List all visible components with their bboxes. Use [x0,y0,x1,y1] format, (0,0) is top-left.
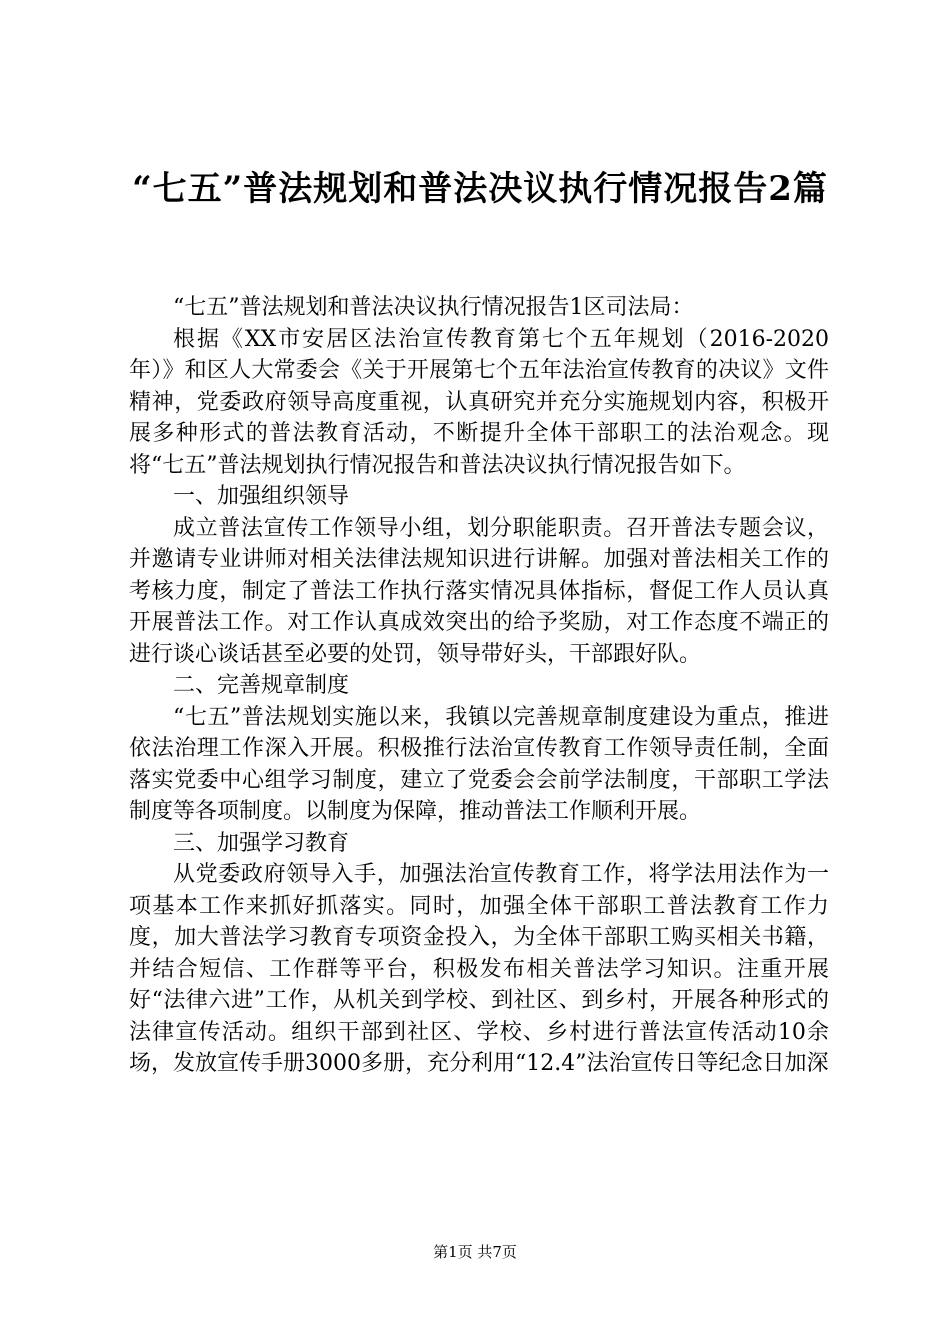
paragraph-basis: 根据《XX市安居区法治宣传教育第七个五年规划（2016-2020年）》和区人大常委会《关于开展第七个五年法治宣传教育的决议》文件精神，党委政府领导高度重视，认真研究并充分实施规划内容，积极开展多种形式的普法教育活动，不断提升全体干部职工的法治观念。现将“七五”普法规划执行情况报告和普法决议执行情况报告如下。 [129,326,829,478]
section-heading-1: 一、加强组织领导 [173,484,350,509]
section-heading-2: 二、完善规章制度 [173,673,350,698]
document-title: “七五”普法规划和普法决议执行情况报告2篇 [132,169,828,209]
paragraph-intro: “七五”普法规划和普法决议执行情况报告1区司法局： [173,295,694,320]
paragraph-section-3: 从党委政府领导入手，加强法治宣传教育工作，将学法用法作为一项基本工作来抓好抓落实。同时，加强全体干部职工普法教育工作力度，加大普法学习教育专项资金投入，为全体干部职工购买相关书籍，并结合短信、工作群等平台，积极发布相关普法学习知识。注重开展好“法律六进”工作，从机关到学校、到社区、到乡村，开展各种形式的法律宣传活动。组织干部到社区、学校、乡村进行普法宣传活动10余场，发放宣传手册3000多册，充分利用“12.4”法治宣传日等纪念日加深 [129,862,829,1076]
page-number-footer: 第1页 共7页 [433,1243,517,1261]
paragraph-section-1: 成立普法宣传工作领导小组，划分职能职责。召开普法专题会议，并邀请专业讲师对相关法律法规知识进行讲解。加强对普法相关工作的考核力度，制定了普法工作执行落实情况具体指标，督促工作人员认真开展普法工作。对工作认真成效突出的给予奖励，对工作态度不端正的进行谈心谈话甚至必要的处罚，领导带好头，干部跟好队。 [129,515,829,667]
paragraph-section-2: “七五”普法规划实施以来，我镇以完善规章制度建设为重点，推进依法治理工作深入开展。积极推行法治宣传教育工作领导责任制，全面落实党委中心组学习制度，建立了党委会会前学法制度，干部职工学法制度等各项制度。以制度为保障，推动普法工作顺利开展。 [129,704,829,824]
section-heading-3: 三、加强学习教育 [173,830,350,856]
document-body [129,292,829,1080]
